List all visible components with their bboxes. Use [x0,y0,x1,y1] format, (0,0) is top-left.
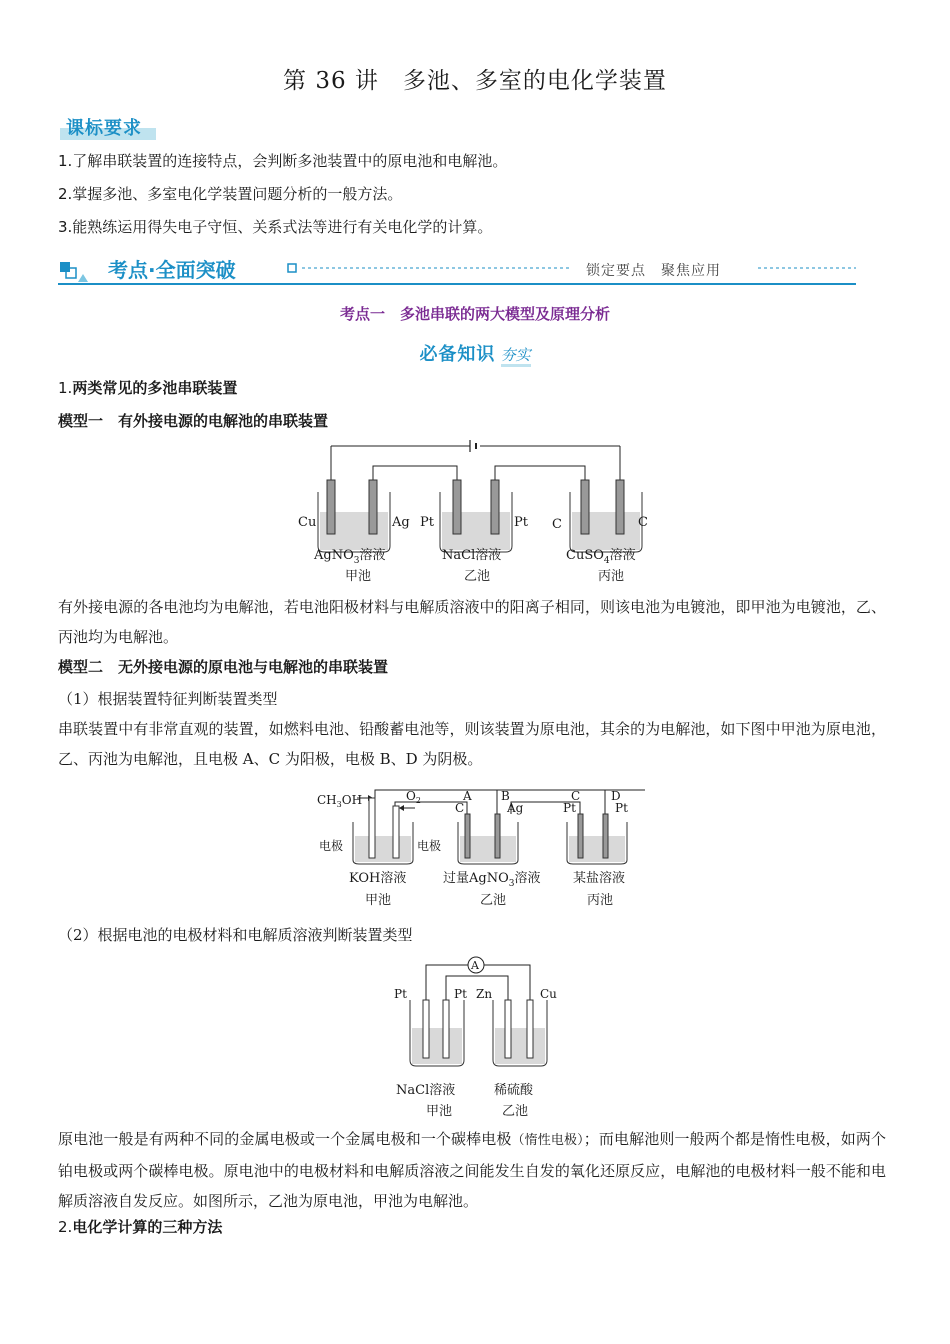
label: B [501,789,510,803]
label: Pt [454,987,467,1001]
label: C [552,517,562,532]
paragraph-1: 有外接电源的各电池均为电解池，若电池阳极材料与电解质溶液中的阳离子相同，则该电池为电镀池，即甲池为电镀池，乙、丙池均为电解池。 [58,598,886,646]
label: C [571,789,581,803]
knowledge-main: 必备知识 [419,344,496,365]
para3-part-b: ；而电解池则一般两个都是惰性电极，如两个铂电极或两个碳棒电极。原电池中的电极材料和电解质溶液之间能发生自发的氧化还原反应，电解池的电极材料一般不能和电解质溶液自发反应。如图所示，乙池为原电池，甲池为电解池。 [58,1130,886,1210]
solution-label: 稀硫酸 [494,1083,534,1098]
label: $O_2$ [406,789,421,805]
label: C [638,515,648,530]
solution-label: NaCl溶液 [396,1083,456,1098]
solution-label: NaCl溶液 [442,548,502,563]
paragraph-3 [58,1124,886,1216]
beaker-2 [493,1000,547,1066]
cell-name: 丙池 [598,569,625,584]
requirements-badge [60,114,156,140]
subheading-1: （1）根据装置特征判断装置类型 [58,690,278,708]
label: Pt [420,515,434,530]
beaker-2 [440,480,512,552]
solution-label: 过量AgNO$_3$溶液 [443,871,541,889]
requirement-item: 3.能熟练运用得失电子守恒、关系式法等进行有关电化学的计算。 [58,218,493,236]
figure-ammeter-cells [390,952,570,1122]
beaker-1 [318,480,390,552]
banner-square-icon [60,262,70,272]
beaker-1 [410,1000,464,1066]
cell-name: 乙池 [480,893,507,908]
requirement-item: 1.了解串联装置的连接特点，会判断多池装置中的原电池和电解池。 [58,152,508,170]
solution-label: CuSO$_4$溶液 [566,548,636,566]
label: Cu [540,987,557,1001]
beaker-3 [570,480,642,552]
solution-label: 某盐溶液 [573,871,626,886]
label: Pt [563,801,576,815]
ammeter-label: A [471,959,479,972]
model2-heading: 模型二 无外接电源的原电池与电解池的串联装置 [58,658,389,676]
banner-triangle-icon [78,274,88,282]
heading-number: 1. [58,379,73,397]
label: Pt [615,801,628,815]
banner-right-title: 锁定要点 聚焦应用 [586,263,721,279]
solution-label: AgNO$_3$溶液 [314,548,386,566]
solution-label: KOH溶液 [349,871,407,886]
figure-series-electrolysis [290,436,660,586]
para3-part-a: 原电池一般是有两种不同的金属电极或一个金属电极和一个碳棒电极 [58,1130,512,1148]
section-heading-2 [58,1216,222,1238]
page-title: 第 36 讲 多池、多室的电化学装置 [283,68,667,94]
label: Cu [298,515,317,530]
heading-text: 两类常见的多池串联装置 [72,379,238,397]
label: 电极 [319,839,344,853]
figure-galvanic-series [315,778,645,913]
label: Pt [394,987,407,1001]
label: A [463,789,472,803]
beaker-2 [458,814,518,864]
badge-label: 课标要求 [66,118,142,139]
knowledge-tag: 夯实 [501,346,531,367]
section-banner [58,254,858,286]
banner-small-square [288,264,296,272]
label: 电极 [417,839,442,853]
cell-name: 丙池 [587,893,614,908]
cell-name: 甲池 [426,1104,453,1119]
requirement-item: 2.掌握多池、多室电化学装置问题分析的一般方法。 [58,185,403,203]
subheading-2: （2）根据电池的电极材料和电解质溶液判断装置类型 [58,926,413,944]
banner-left-title: 考点·全面突破 [108,258,236,282]
beaker-3 [567,814,627,864]
knowledge-badge [0,340,950,366]
model1-heading: 模型一 有外接电源的电解池的串联装置 [58,412,329,430]
heading-text: 电化学计算的三种方法 [72,1218,223,1236]
label: Ag [392,515,410,530]
label: C [455,801,465,815]
heading-number: 2. [58,1218,73,1236]
label: Ag [507,801,524,815]
label: D [611,789,621,803]
paragraph-2: 串联装置中有非常直观的装置，如燃料电池、铅酸蓄电池等，则该装置为原电池，其余的为电解池，如下图中甲池为原电池，乙、丙池为电解池，且电极 A、C 为阳极，电极 B、D 为阴极。 [58,720,886,768]
cell-name: 甲池 [345,569,372,584]
label: Pt [514,515,528,530]
topic-title: 考点一 多池串联的两大模型及原理分析 [339,305,610,323]
cell-name: 乙池 [502,1104,529,1119]
cell-name: 乙池 [464,569,491,584]
section-heading-1 [58,377,237,399]
label: $CH_3OH$ [317,793,363,809]
cell-name: 甲池 [365,893,392,908]
label: Zn [476,987,493,1001]
para3-note: （惰性电极） [511,1133,584,1148]
